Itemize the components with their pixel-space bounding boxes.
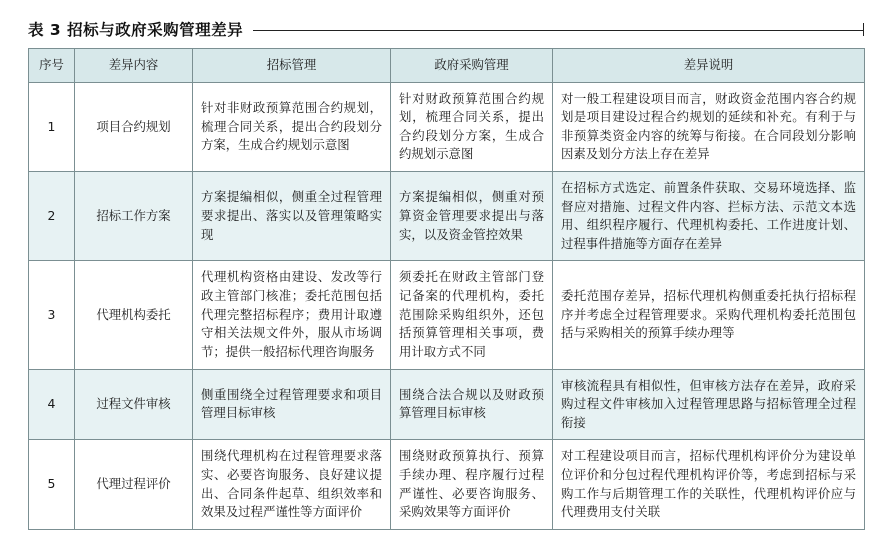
differences-table — [28, 48, 865, 530]
column-header-gov: 政府采购管理 — [391, 49, 553, 83]
cell-topic: 过程文件审核 — [75, 369, 193, 440]
table-header-row — [29, 49, 865, 83]
table-body — [29, 82, 865, 529]
cell-bid: 侧重围绕全过程管理要求和项目管理目标审核 — [193, 369, 391, 440]
cell-gov: 围绕合法合规以及财政预算管理目标审核 — [391, 369, 553, 440]
cell-desc: 对工程建设项目而言，招标代理机构评价分为建设单位评价和分包过程代理机构评价等，考虑到招标与采购工作与后期管理工作的关联性，代理机构评价应与代理费用支付关联 — [553, 440, 865, 529]
table-row — [29, 369, 865, 440]
cell-bid: 针对非财政预算范围合约规划，梳理合同关系，提出合约段划分方案，生成合约规划示意图 — [193, 82, 391, 171]
cell-no: 2 — [29, 172, 75, 261]
cell-gov: 方案提编相似，侧重对预算资金管理要求提出与落实，以及资金管控效果 — [391, 172, 553, 261]
table-row — [29, 172, 865, 261]
caption-rule — [253, 30, 863, 31]
cell-desc: 审核流程具有相似性，但审核方法存在差异，政府采购过程文件审核加入过程管理思路与招标管理全过程衔接 — [553, 369, 865, 440]
table-row — [29, 440, 865, 529]
cell-gov: 针对财政预算范围合约规划，梳理合同关系，提出合约段划分方案，生成合约规划示意图 — [391, 82, 553, 171]
cell-topic: 招标工作方案 — [75, 172, 193, 261]
cell-bid: 方案提编相似，侧重全过程管理要求提出、落实以及管理策略实现 — [193, 172, 391, 261]
cell-desc: 对一般工程建设项目而言，财政资金范围内容合约规划是项目建设过程合约规划的延续和补充。有利于与非预算类资金内容的统筹与衔接。在合同段划分影响因素及划分方法上存在差异 — [553, 82, 865, 171]
column-header-bid: 招标管理 — [193, 49, 391, 83]
cell-no: 5 — [29, 440, 75, 529]
cell-desc: 在招标方式选定、前置条件获取、交易环境选择、监督应对措施、过程文件内容、拦标方法、示范文本选用、组织程序履行、代理机构委托、工作进度计划、过程事件措施等方面存在差异 — [553, 172, 865, 261]
cell-no: 3 — [29, 261, 75, 369]
table-caption — [28, 0, 864, 48]
table-caption-label: 表 3 招标与政府采购管理差异 — [28, 21, 244, 39]
table-row — [29, 261, 865, 369]
cell-topic: 代理过程评价 — [75, 440, 193, 529]
cell-gov: 须委托在财政主管部门登记备案的代理机构，委托范围除采购组织外，还包括预算管理相关事项，费用计取方式不同 — [391, 261, 553, 369]
column-header-no: 序号 — [29, 49, 75, 83]
table-header — [29, 49, 865, 83]
cell-bid: 围绕代理机构在过程管理要求落实、必要咨询服务、良好建议提出、合同条件起草、组织效率和效果及过程严谨性等方面评价 — [193, 440, 391, 529]
column-header-topic: 差异内容 — [75, 49, 193, 83]
cell-no: 4 — [29, 369, 75, 440]
cell-desc: 委托范围存差异，招标代理机构侧重委托执行招标程序并考虑全过程管理要求。采购代理机构委托范围包括与采购相关的预算手续办理等 — [553, 261, 865, 369]
cell-no: 1 — [29, 82, 75, 171]
cell-bid: 代理机构资格由建设、发改等行政主管部门核准；委托范围包括代理完整招标程序；费用计取遵守相关法规文件外，服从市场调节；提供一般招标代理咨询服务 — [193, 261, 391, 369]
table-row — [29, 82, 865, 171]
cell-topic: 代理机构委托 — [75, 261, 193, 369]
caption-end-tick — [863, 23, 864, 36]
cell-topic: 项目合约规划 — [75, 82, 193, 171]
caption-rule-group — [243, 23, 864, 36]
column-header-desc: 差异说明 — [553, 49, 865, 83]
cell-gov: 围绕财政预算执行、预算手续办理、程序履行过程严谨性、必要咨询服务、采购效果等方面评价 — [391, 440, 553, 529]
